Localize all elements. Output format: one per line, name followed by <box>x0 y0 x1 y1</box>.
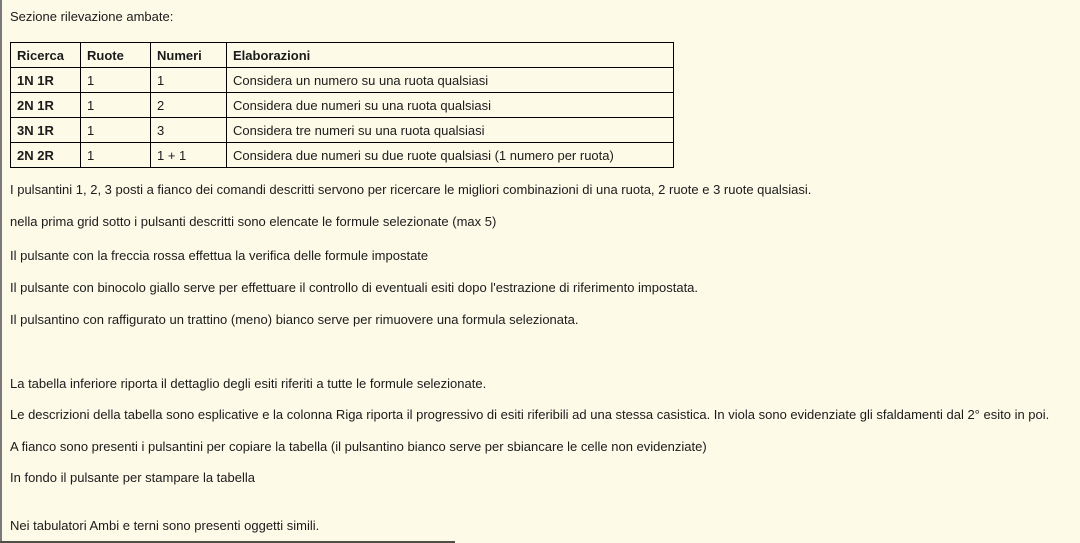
paragraph-pulsantini-copia: A fianco sono presenti i pulsantini per copiare la tabella (il pulsantino bianco serve per sbiancare le celle non evidenziate) <box>10 439 707 454</box>
paragraph-tabella-inferiore: La tabella inferiore riporta il dettaglio degli esiti riferiti a tutte le formule selezionate. <box>10 376 487 391</box>
cell-numeri: 2 <box>151 93 227 118</box>
window-left-border <box>0 0 2 543</box>
cell-ruote: 1 <box>81 93 151 118</box>
col-header-numeri: Numeri <box>151 43 227 68</box>
col-header-elaborazioni: Elaborazioni <box>227 43 674 68</box>
table-row <box>11 143 674 168</box>
header-row <box>11 43 674 68</box>
cell-ruote: 1 <box>81 143 151 168</box>
cell-ricerca: 2N 2R <box>11 143 81 168</box>
cell-elaborazioni: Considera tre numeri su una ruota qualsiasi <box>227 118 674 143</box>
cell-ricerca: 2N 1R <box>11 93 81 118</box>
paragraph-binocolo-giallo: Il pulsante con binocolo giallo serve per effettuare il controllo di eventuali esiti dopo l'estrazione di riferimento impostata. <box>10 280 699 295</box>
table-row <box>11 68 674 93</box>
col-header-ricerca: Ricerca <box>11 43 81 68</box>
formulas-table-header <box>11 43 674 68</box>
table-row <box>11 93 674 118</box>
paragraph-pulsantini: I pulsantini 1, 2, 3 posti a fianco dei comandi descritti servono per ricercare le migliori combinazioni di una ruota, 2 ruote e 3 ruote qualsiasi. <box>10 182 812 197</box>
formulas-table <box>10 42 674 168</box>
cell-numeri: 3 <box>151 118 227 143</box>
cell-ruote: 1 <box>81 68 151 93</box>
paragraph-prima-grid: nella prima grid sotto i pulsanti descritti sono elencate le formule selezionate (max 5) <box>10 214 497 229</box>
formulas-table-body <box>11 68 674 168</box>
paragraph-trattino-meno: Il pulsantino con raffigurato un trattino (meno) bianco serve per rimuovere una formula selezionata. <box>10 312 579 327</box>
paragraph-freccia-rossa: Il pulsante con la freccia rossa effettua la verifica delle formule impostate <box>10 248 429 263</box>
cell-elaborazioni: Considera due numeri su due ruote qualsiasi (1 numero per ruota) <box>227 143 674 168</box>
cell-ricerca: 1N 1R <box>11 68 81 93</box>
cell-ruote: 1 <box>81 118 151 143</box>
cell-ricerca: 3N 1R <box>11 118 81 143</box>
section-title: Sezione rilevazione ambate: <box>10 9 174 24</box>
paragraph-tabulatori-ambi-terni: Nei tabulatori Ambi e terni sono presenti oggetti simili. <box>10 518 320 533</box>
cell-elaborazioni: Considera due numeri su una ruota qualsiasi <box>227 93 674 118</box>
paragraph-descrizioni-tabella: Le descrizioni della tabella sono esplicative e la colonna Riga riporta il progressivo di esiti riferibili ad una stessa casistica. In viola sono evidenziate gli sfaldamenti dal 2° esito in poi. <box>10 407 1050 422</box>
paragraph-stampa-tabella: In fondo il pulsante per stampare la tabella <box>10 470 255 485</box>
col-header-ruote: Ruote <box>81 43 151 68</box>
cell-numeri: 1 + 1 <box>151 143 227 168</box>
table-row <box>11 118 674 143</box>
cell-numeri: 1 <box>151 68 227 93</box>
cell-elaborazioni: Considera un numero su una ruota qualsiasi <box>227 68 674 93</box>
